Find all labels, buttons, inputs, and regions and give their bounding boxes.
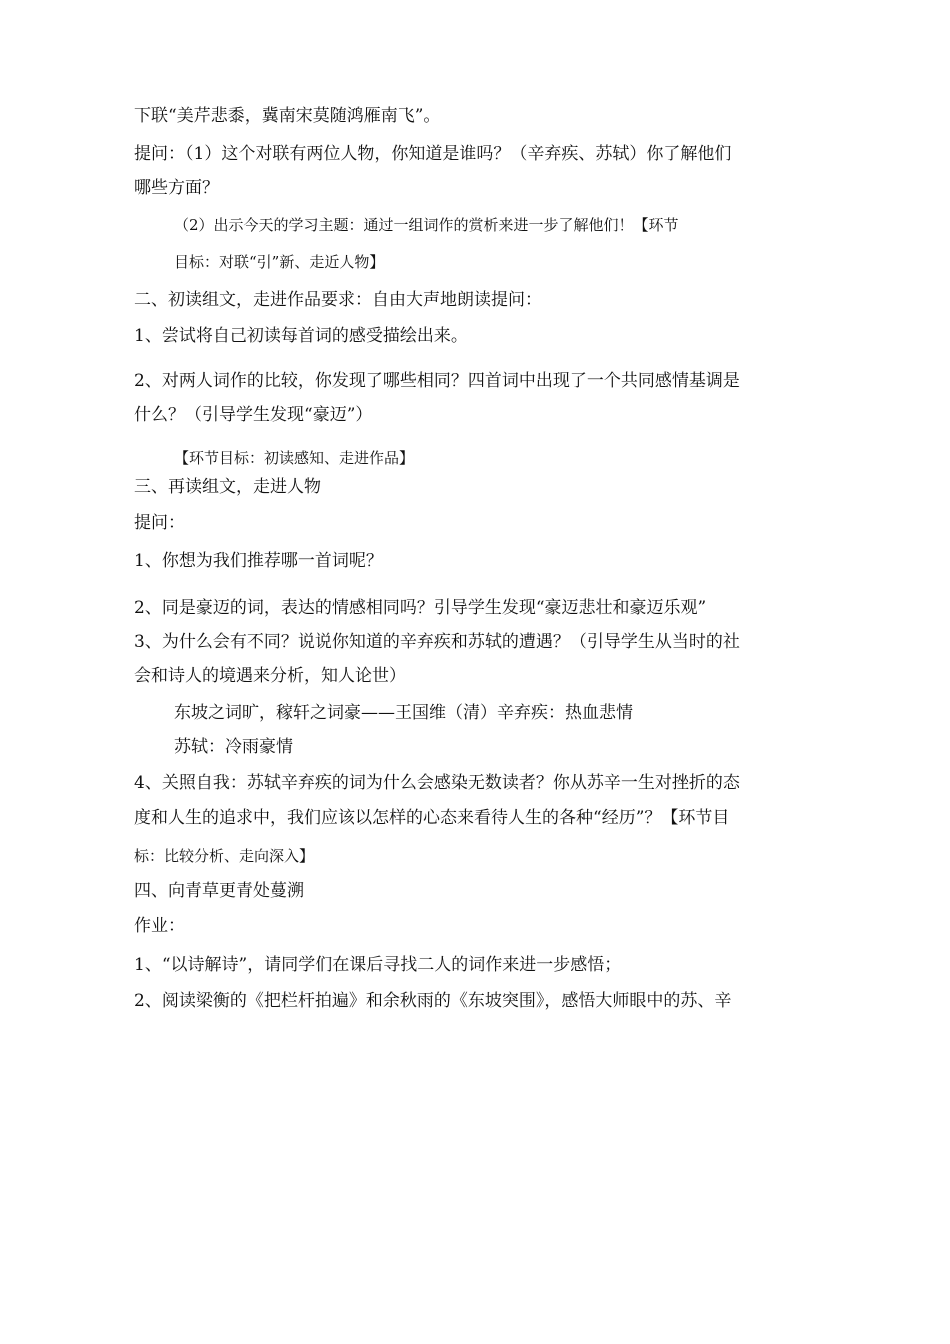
text-line: 苏轼：冷雨豪情 — [174, 737, 293, 757]
text-line: 2、对两人词作的比较，你发现了哪些相同？四首词中出现了一个共同感情基调是 — [134, 371, 740, 391]
text-line: 提问： — [134, 513, 185, 533]
text-line: 什么？（引导学生发现“豪迈”） — [134, 405, 373, 425]
text-line: 作业： — [134, 916, 185, 936]
text-line: （2）出示今天的学习主题：通过一组词作的赏析来进一步了解他们！【环节 — [174, 216, 679, 234]
text-line: 1、尝试将自己初读每首词的感受描绘出来。 — [134, 326, 468, 346]
text-line: 4、关照自我：苏轼辛弃疾的词为什么会感染无数读者？你从苏辛一生对挫折的态 — [134, 773, 740, 793]
text-line: 东坡之词旷，稼轩之词豪——王国维（清）辛弃疾：热血悲情 — [174, 703, 633, 723]
section-heading: 三、再读组文，走进人物 — [134, 477, 321, 497]
text-line: 度和人生的追求中，我们应该以怎样的心态来看待人生的各种“经历”？【环节目 — [134, 808, 730, 828]
text-line: 【环节目标：初读感知、走进作品】 — [174, 449, 415, 467]
text-line: 提问：（1）这个对联有两位人物，你知道是谁吗？（辛弃疾、苏轼）你了解他们 — [134, 144, 732, 164]
text-line: 哪些方面？ — [134, 178, 219, 198]
section-heading: 二、初读组文，走进作品要求：自由大声地朗读提问： — [134, 290, 542, 310]
text-line: 目标：对联“引”新、走近人物】 — [174, 253, 385, 271]
text-line: 2、阅读梁衡的《把栏杆拍遍》和余秋雨的《东坡突围》，感悟大师眼中的苏、辛 — [134, 991, 732, 1011]
text-line: 标：比较分析、走向深入】 — [134, 847, 315, 865]
text-line: 1、你想为我们推荐哪一首词呢？ — [134, 551, 383, 571]
text-line: 会和诗人的境遇来分析，知人论世） — [134, 666, 406, 686]
text-line: 下联“美芹悲黍，冀南宋莫随鸿雁南飞”。 — [134, 106, 441, 126]
section-heading: 四、向青草更青处蔓溯 — [134, 881, 304, 901]
text-line: 2、同是豪迈的词，表达的情感相同吗？引导学生发现“豪迈悲壮和豪迈乐观” — [134, 598, 707, 618]
text-line: 1、“以诗解诗”，请同学们在课后寻找二人的词作来进一步感悟； — [134, 955, 622, 975]
text-line: 3、为什么会有不同？说说你知道的辛弃疾和苏轼的遭遇？（引导学生从当时的社 — [134, 632, 740, 652]
